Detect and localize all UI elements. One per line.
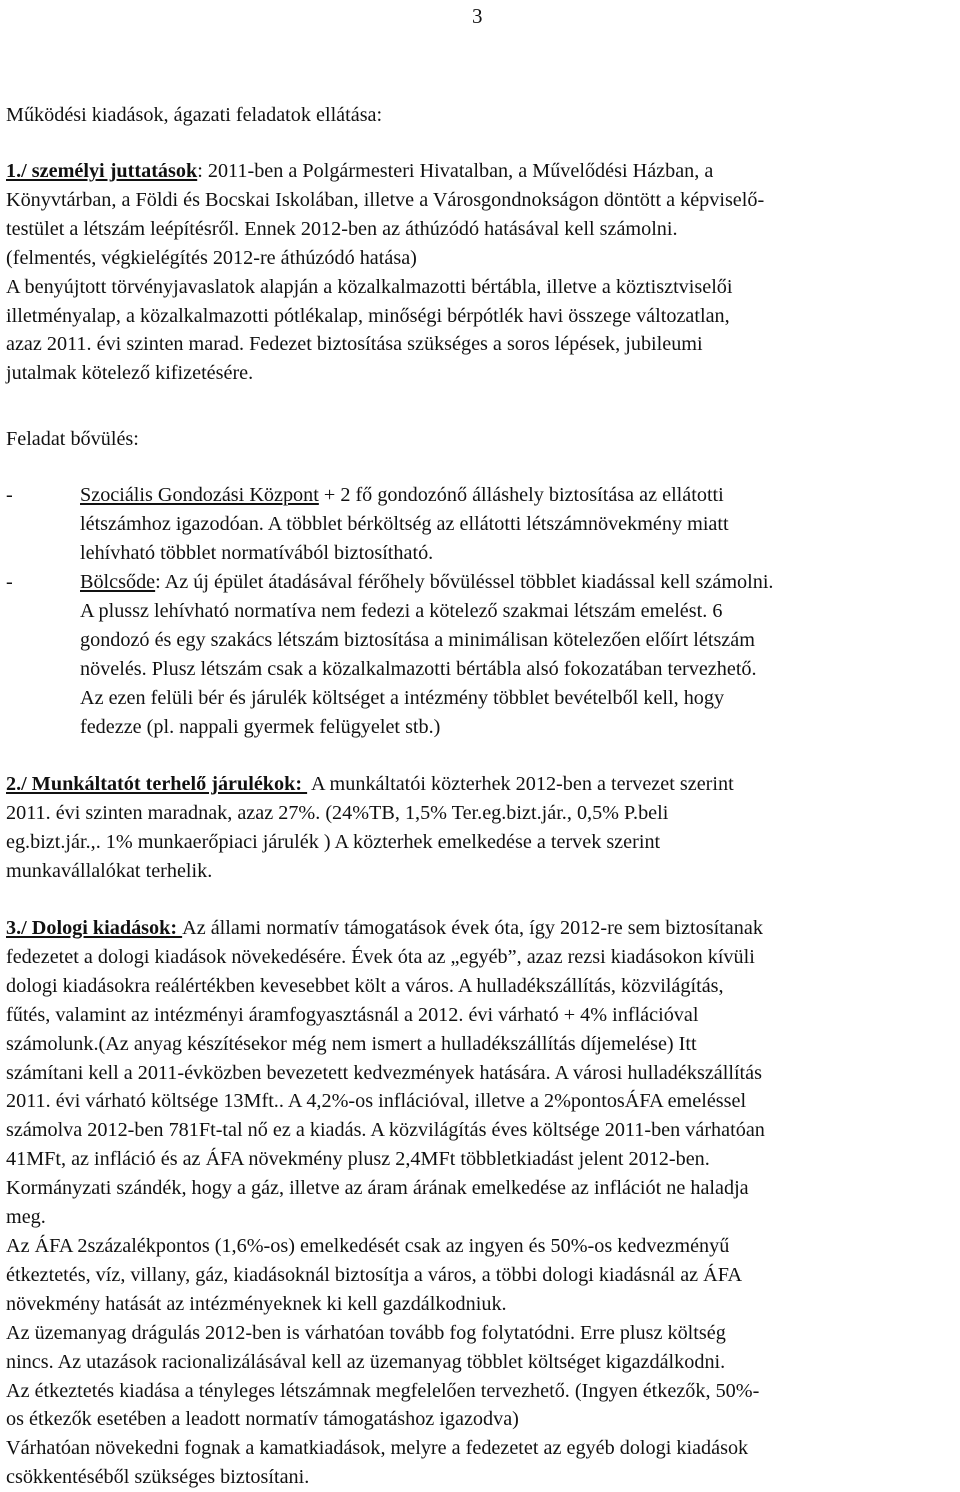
section-material-line: 3./ Dologi kiadások: Az állami normatív támogatások évek óta, így 2012-re sem biztosítanak	[6, 917, 763, 939]
text-line: 2011. évi várható költsége 13Mft.. A 4,2%-os inflációval, illetve a 2%pontosÁFA emeléssel	[6, 1090, 747, 1113]
bullet-dash: -	[6, 484, 13, 506]
section-material-title: 3./ Dologi kiadások:	[6, 917, 183, 939]
text-line: illetményalap, a közalkalmazotti pótlékalap, minőségi bérpótlék havi összege változatlan,	[6, 304, 730, 327]
text-line: munkavállalókat terhelik.	[6, 859, 213, 882]
text-line: 41MFt, az infláció és az ÁFA növekmény plusz 2,4MFt többletkiadást jelent 2012-ben.	[6, 1148, 710, 1171]
bullet-title: Bölcsőde	[80, 571, 156, 593]
text-line: fedezetet a dologi kiadások növekedésére. Évek óta az „egyéb”, azaz rezsi kiadásokon kívüli	[6, 945, 755, 968]
text-line: növekmény hatását az intézményeknek ki kell gazdálkodniuk.	[6, 1292, 507, 1315]
bullet-item-bolcsode	[80, 568, 954, 741]
text-line: Várhatóan növekedni fognak a kamatkiadások, melyre a fedezetet az egyéb dologi kiadások	[6, 1437, 749, 1460]
text-line: nincs. Az utazások racionalizálásával kell az üzemanyag többlet költséget kigazdálkodni.	[6, 1350, 726, 1373]
text-line: meg.	[6, 1206, 46, 1229]
text-line: jutalmak kötelező kifizetésére.	[6, 362, 254, 385]
text-line: Az ezen felüli bér és járulék költséget a intézmény többlet bevételből kell, hogy	[80, 686, 725, 709]
section-contributions-line: 2./ Munkáltatót terhelő járulékok: A munkáltatói közterhek 2012-ben a tervezet szerint	[6, 773, 734, 795]
bullet-title: Szociális Gondozási Központ	[80, 484, 319, 506]
text-line: A plussz lehívható normatíva nem fedezi a kötelező szakmai létszám emelést. 6	[80, 599, 723, 622]
text-line: fedezze (pl. nappali gyermek felügyelet stb.)	[80, 715, 441, 738]
section-personnel	[6, 157, 954, 388]
text-line: Az étkeztetés kiadása a tényleges létszámnak megfelelően tervezhető. (Ingyen étkezők, 50%-	[6, 1379, 760, 1402]
text-line: testület a létszám leépítésről. Ennek 2012-ben az áthúzódó hatásával kell számolni.	[6, 217, 678, 240]
section-personnel-title: 1./ személyi juttatások	[6, 160, 198, 182]
section-material-body	[6, 943, 954, 1492]
text-line: Kormányzati szándék, hogy a gáz, illetve az áram árának emelkedése az inflációt ne haladja	[6, 1177, 749, 1200]
text-line: os étkezők esetében a leadott normatív támogatáshoz igazodva)	[6, 1408, 519, 1431]
text-line: Szociális Gondozási Központ + 2 fő gondozónő álláshely biztosítása az ellátotti	[80, 484, 724, 506]
section-contributions	[6, 770, 954, 886]
text-line: (felmentés, végkielégítés 2012-re áthúzódó hatása)	[6, 246, 417, 269]
text-line: azaz 2011. évi szinten marad. Fedezet biztosítása szükséges a soros lépések, jubileumi	[6, 333, 703, 356]
text-line: Az ÁFA 2százalékpontos (1,6%-os) emelkedését csak az ingyen és 50%-os kedvezményű	[6, 1234, 730, 1257]
bullet-dash: -	[6, 571, 13, 593]
text-line: növelés. Plusz létszám csak a közalkalmazotti bértábla alsó fokozatában tervezhető.	[80, 657, 757, 680]
text-line: gondozó és egy szakács létszám biztosítása a minimálisan kötelezően előírt létszám	[80, 628, 755, 651]
section-personnel-line: 1./ személyi juttatások: 2011-ben a Polgármesteri Hivatalban, a Művelődési Házban, a	[6, 160, 714, 182]
section-contributions-title: 2./ Munkáltatót terhelő járulékok:	[6, 773, 308, 795]
text-line: számítani kell a 2011-évközben bevezetett kedvezmények hatására. A városi hulladékszállítás	[6, 1061, 762, 1084]
section-heading: Működési kiadások, ágazati feladatok ellátása:	[6, 104, 383, 126]
text-line: A benyújtott törvényjavaslatok alapján a közalkalmazotti bértábla, illetve a köztisztviselői	[6, 275, 733, 298]
text-line: létszámhoz igazodóan. A többlet bérköltség az ellátotti létszámnövekmény miatt	[80, 512, 729, 535]
text-line: lehívható többlet normatívából biztosítható.	[80, 541, 434, 564]
text-line: dologi kiadásokra reálértékben kevesebbet költ a város. A hulladékszállítás, közvilágítás,	[6, 974, 724, 997]
text-line: eg.bizt.jár.,. 1% munkaerőpiaci járulék ) A közterhek emelkedése a tervek szerint	[6, 830, 661, 853]
section-material	[6, 914, 954, 1492]
feladat-title: Feladat bővülés:	[6, 428, 139, 450]
text-line: Bölcsőde: Az új épület átadásával férőhely bővüléssel többlet kiadással kell számolni.	[80, 571, 774, 593]
text-line: számolunk.(Az anyag készítésekor még nem ismert a hulladékszállítás díjemelése) Itt	[6, 1032, 697, 1055]
page-number: 3	[472, 4, 483, 28]
text-line: Az üzemanyag drágulás 2012-ben is várhatóan tovább fog folytatódni. Erre plusz költség	[6, 1321, 726, 1344]
text-line: csökkentéséből szükséges biztosítani.	[6, 1466, 310, 1489]
text-line: fűtés, valamint az intézményi áramfogyasztásnál a 2012. évi várható + 4% inflációval	[6, 1003, 699, 1026]
text-line: étkeztetés, víz, villany, gáz, kiadásoknál biztosítja a város, a többi dologi kiadásnál az ÁFA	[6, 1263, 743, 1286]
text-line: 2011. évi szinten maradnak, azaz 27%. (24%TB, 1,5% Ter.eg.bizt.jár., 0,5% P.beli	[6, 801, 669, 824]
text-line: Könyvtárban, a Földi és Bocskai Iskolában, illetve a Városgondnokságon döntött a képviselő-	[6, 188, 765, 211]
text-line: számolva 2012-ben 781Ft-tal nő ez a kiadás. A közvilágítás éves költsége 2011-ben várhatóan	[6, 1119, 765, 1142]
bullet-item-szocialis	[80, 481, 954, 568]
